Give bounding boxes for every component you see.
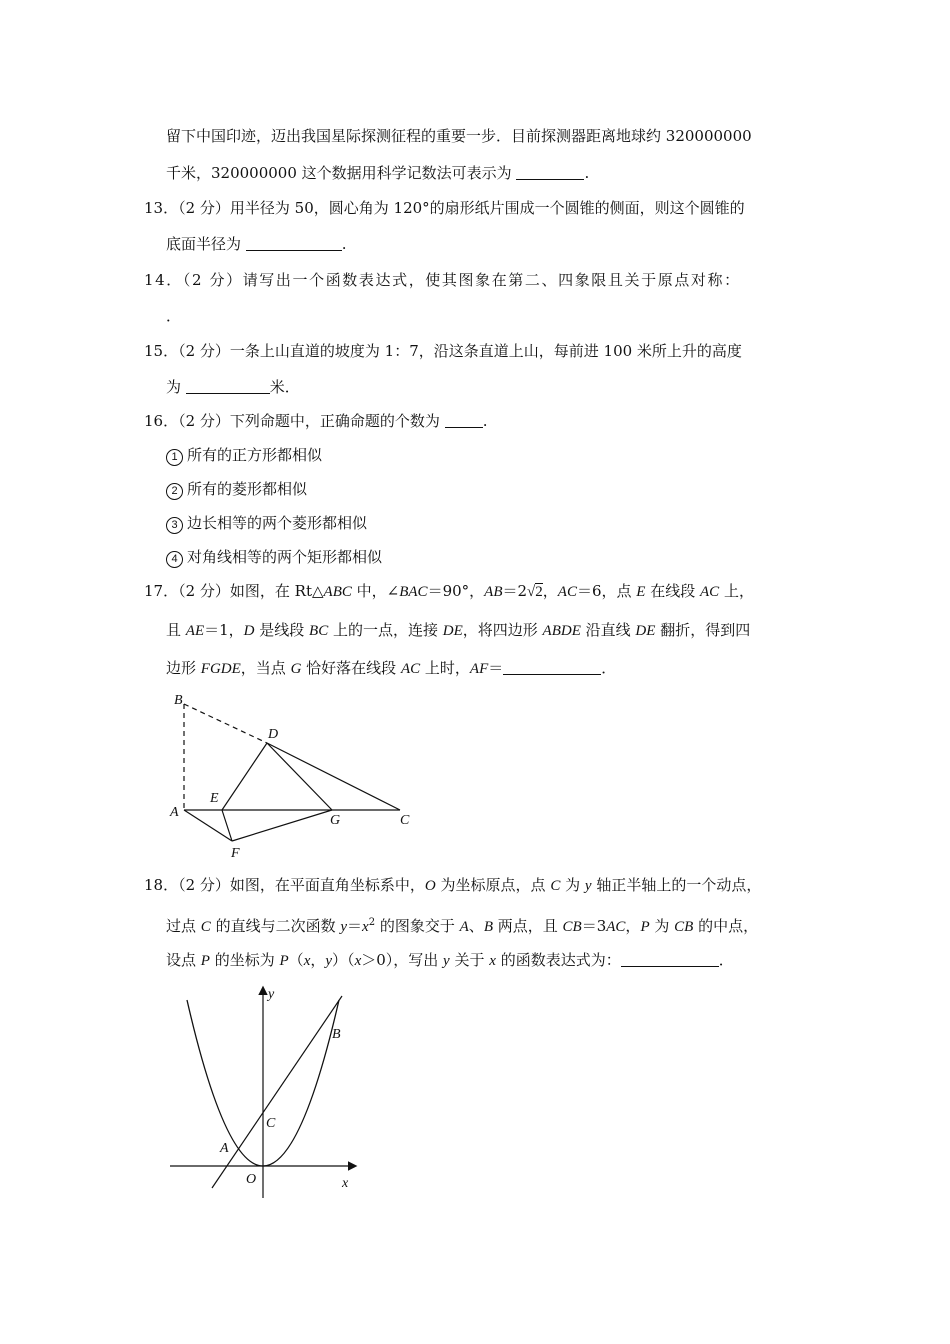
label-c: C bbox=[400, 813, 410, 828]
q18-t2k: B bbox=[483, 919, 493, 935]
q17-t1f: AB bbox=[484, 584, 503, 600]
q18-t3f: x bbox=[303, 953, 311, 969]
q16-option-1-mark: 1 bbox=[166, 449, 183, 466]
segment-dg bbox=[267, 743, 332, 810]
q18-t2m: CB bbox=[562, 919, 582, 935]
label-b-point: B bbox=[332, 1027, 341, 1042]
q16-option-4-text: 对角线相等的两个矩形都相似 bbox=[187, 548, 383, 566]
label-d: D bbox=[268, 727, 279, 742]
q17-number: 17． bbox=[144, 582, 179, 600]
q12-text-1: 留下中国印迹，迈出我国星际探测征程的重要一步．目前探测器距离地球约 320000000 bbox=[166, 127, 752, 145]
q17-t1m: 在线段 bbox=[645, 582, 700, 600]
q16-option-2 bbox=[166, 479, 307, 500]
segment-af bbox=[184, 810, 232, 841]
label-c-point: C bbox=[266, 1116, 276, 1131]
segment-ed bbox=[222, 743, 267, 810]
label-x-axis: x bbox=[342, 1176, 349, 1191]
q17-t3c: ，当点 bbox=[240, 659, 291, 677]
q13-answer-blank[interactable] bbox=[246, 235, 342, 251]
q17-t3j: ． bbox=[601, 659, 617, 677]
q18-t3h: y bbox=[325, 953, 333, 969]
q18-t2e: ＝ bbox=[347, 917, 363, 935]
q18-t1b: O bbox=[424, 878, 436, 894]
q13-text-2: 底面半径为 bbox=[166, 235, 246, 253]
q18-t3g: ， bbox=[310, 951, 326, 969]
q18-t3o: 的函数表达式为： bbox=[495, 951, 621, 969]
q18-t1c: 为坐标原点，点 bbox=[435, 876, 551, 894]
q17-t3h: AF bbox=[469, 661, 489, 677]
label-g: G bbox=[330, 813, 341, 828]
label-f: F bbox=[231, 846, 240, 861]
sqrt-sign-icon: √ bbox=[527, 584, 536, 600]
label-y-axis: y bbox=[268, 987, 275, 1002]
q17-t1e: ＝90°， bbox=[427, 582, 485, 600]
q13-text-1: （2 分）用半径为 50，圆心角为 120°的扇形纸片围成一个圆锥的侧面，则这个圆锥的 bbox=[178, 199, 745, 217]
q18-t2g: 2 bbox=[368, 917, 376, 928]
q15-line-1 bbox=[144, 341, 742, 361]
label-b: B bbox=[174, 693, 183, 708]
q12-text-2: 千米，320000000 这个数据用科学记数法可表示为 bbox=[166, 164, 517, 182]
q15-number: 15． bbox=[144, 342, 179, 360]
q14-number: 14． bbox=[144, 271, 183, 289]
q18-t3j: x bbox=[354, 953, 362, 969]
segment-fg bbox=[232, 810, 332, 841]
q18-t1a: （2 分）如图，在平面直角坐标系中， bbox=[178, 876, 425, 894]
q15-line-2 bbox=[166, 377, 300, 397]
q12-line-2: 千米，320000000 这个数据用科学记数法可表示为 . bbox=[166, 164, 590, 182]
q18-t3k: ＞0），写出 bbox=[361, 951, 444, 969]
segment-ef bbox=[222, 810, 232, 841]
q18-t3p: ． bbox=[718, 951, 734, 969]
q18-parabola-figure bbox=[160, 980, 370, 1205]
q18-t1e: 为 bbox=[560, 876, 585, 894]
line-through-c bbox=[212, 996, 342, 1188]
q17-t2k: 沿直线 bbox=[580, 621, 636, 639]
q17-t2f: BC bbox=[309, 623, 329, 639]
q18-t2n: ＝3 bbox=[581, 917, 607, 935]
q17-t2b: AE bbox=[185, 623, 205, 639]
q17-t2e: 是线段 bbox=[254, 621, 310, 639]
q18-t3a: 设点 bbox=[166, 951, 201, 969]
q17-t2i: ，将四边形 bbox=[462, 621, 543, 639]
q17-t1j: AC bbox=[557, 584, 577, 600]
q18-t2l: 两点，且 bbox=[492, 917, 563, 935]
q18-t2d: y bbox=[340, 919, 348, 935]
q17-t2l: DE bbox=[635, 623, 656, 639]
q18-t2f: x bbox=[362, 919, 369, 935]
q17-t3b: FGDE bbox=[200, 661, 241, 677]
q18-t2q: P bbox=[640, 919, 650, 935]
q14-line-1 bbox=[144, 270, 741, 290]
label-origin: O bbox=[246, 1172, 257, 1187]
q15-text-1: （2 分）一条上山直道的坡度为 1：7，沿这条直道上山，每前进 100 米所上升的高度 bbox=[178, 342, 742, 360]
q17-t1a: （2 分）如图，在 Rt△ bbox=[178, 582, 324, 600]
q17-t2h: DE bbox=[442, 623, 463, 639]
q18-t2c: 的直线与二次函数 bbox=[210, 917, 341, 935]
label-a-point: A bbox=[220, 1141, 229, 1156]
q18-t2h: 的图象交于 bbox=[375, 917, 460, 935]
q17-line-3 bbox=[166, 658, 616, 679]
q13-number: 13． bbox=[144, 199, 179, 217]
q18-t3b: P bbox=[200, 953, 210, 969]
segment-dc bbox=[267, 743, 400, 810]
q18-t3m: 关于 bbox=[449, 951, 490, 969]
q16-option-2-text: 所有的菱形都相似 bbox=[187, 480, 308, 498]
q16-option-1-text: 所有的正方形都相似 bbox=[187, 446, 323, 464]
q16-option-4 bbox=[166, 547, 382, 568]
q15-text-2b: 米． bbox=[269, 378, 300, 396]
segment-bd-dashed bbox=[184, 704, 267, 743]
q16-text-1: （2 分）下列命题中，正确命题的个数为 bbox=[178, 412, 445, 430]
q17-t1h: 2 bbox=[535, 584, 543, 600]
q17-t2d: D bbox=[243, 623, 255, 639]
q17-t2m: 翻折，得到四 bbox=[655, 621, 751, 639]
q18-t1g: 轴正半轴上的一个动点， bbox=[591, 876, 762, 894]
q17-t3g: 上时， bbox=[420, 659, 470, 677]
q17-line-2 bbox=[166, 620, 750, 641]
q18-t2a: 过点 bbox=[166, 917, 201, 935]
q14-text-1: （2 分）请写出一个函数表达式，使其图象在第二、四象限且关于原点对称： bbox=[182, 271, 741, 289]
q16-answer-blank[interactable] bbox=[445, 412, 483, 428]
q18-t2s: CB bbox=[674, 919, 694, 935]
q16-option-4-mark: 4 bbox=[166, 551, 183, 568]
q18-t2b: C bbox=[200, 919, 211, 935]
q17-t1k: ＝6，点 bbox=[576, 582, 637, 600]
q17-line-1 bbox=[144, 581, 754, 602]
q17-t1g: ＝2 bbox=[502, 582, 528, 600]
q17-t3f: AC bbox=[400, 661, 421, 677]
q17-t3d: G bbox=[290, 661, 302, 677]
q17-t1b: ABC bbox=[323, 584, 352, 600]
q17-geometry-figure bbox=[160, 686, 430, 866]
q18-t1f: y bbox=[584, 878, 592, 894]
q15-answer-blank[interactable] bbox=[186, 378, 270, 394]
q18-t2i: A bbox=[459, 919, 469, 935]
q16-option-3-mark: 3 bbox=[166, 517, 183, 534]
q18-line-1 bbox=[144, 875, 761, 896]
q18-t3e: （ bbox=[288, 951, 304, 969]
label-e: E bbox=[210, 791, 219, 806]
q17-t1c: 中，∠ bbox=[351, 582, 400, 600]
q18-t3i: ）（ bbox=[332, 951, 355, 969]
q18-t3d: P bbox=[279, 953, 289, 969]
q18-t2j: 、 bbox=[468, 917, 484, 935]
q13-line-1 bbox=[144, 198, 745, 218]
q18-line-2 bbox=[166, 913, 758, 937]
q17-t1o: 上， bbox=[719, 582, 754, 600]
q16-option-1 bbox=[166, 445, 322, 466]
q16-option-3 bbox=[166, 513, 367, 534]
q12-line-1 bbox=[166, 126, 752, 146]
q16-option-2-mark: 2 bbox=[166, 483, 183, 500]
q17-t1l: E bbox=[636, 584, 646, 600]
q18-answer-blank[interactable] bbox=[621, 951, 719, 967]
q15-text-2a: 为 bbox=[166, 378, 186, 396]
q18-t2t: 的中点， bbox=[693, 917, 759, 935]
q17-t2j: ABDE bbox=[542, 623, 581, 639]
q17-t1d: BAC bbox=[399, 584, 428, 600]
q17-t2a: 且 bbox=[166, 621, 186, 639]
q13-line-2: 底面半径为 . bbox=[166, 235, 347, 253]
q14-text-2: ． bbox=[166, 307, 182, 325]
q17-t1n: AC bbox=[700, 584, 720, 600]
q18-t2p: ， bbox=[625, 917, 641, 935]
q17-t1i: ， bbox=[542, 582, 558, 600]
label-a: A bbox=[170, 805, 179, 820]
q14-line-2 bbox=[166, 306, 181, 326]
q18-t2r: 为 bbox=[649, 917, 675, 935]
q17-t3e: 恰好落在线段 bbox=[301, 659, 401, 677]
q17-t3i: ＝ bbox=[488, 659, 504, 677]
q17-t2c: ＝1， bbox=[204, 621, 244, 639]
q18-t1d: C bbox=[550, 878, 561, 894]
q17-answer-blank[interactable] bbox=[503, 659, 601, 675]
q12-answer-blank[interactable] bbox=[516, 164, 584, 180]
q16-line-1: 16．（2 分）下列命题中，正确命题的个数为 . bbox=[144, 412, 488, 430]
q16-number: 16． bbox=[144, 412, 179, 430]
q17-t3a: 边形 bbox=[166, 659, 201, 677]
q18-t2o: AC bbox=[606, 919, 626, 935]
q18-t3n: x bbox=[489, 953, 496, 969]
q18-line-3 bbox=[166, 950, 734, 971]
q17-t2g: 上的一点，连接 bbox=[328, 621, 443, 639]
q16-option-3-text: 边长相等的两个菱形都相似 bbox=[187, 514, 368, 532]
q18-t3l: y bbox=[443, 953, 450, 969]
q18-t3c: 的坐标为 bbox=[209, 951, 280, 969]
q18-number: 18． bbox=[144, 876, 179, 894]
